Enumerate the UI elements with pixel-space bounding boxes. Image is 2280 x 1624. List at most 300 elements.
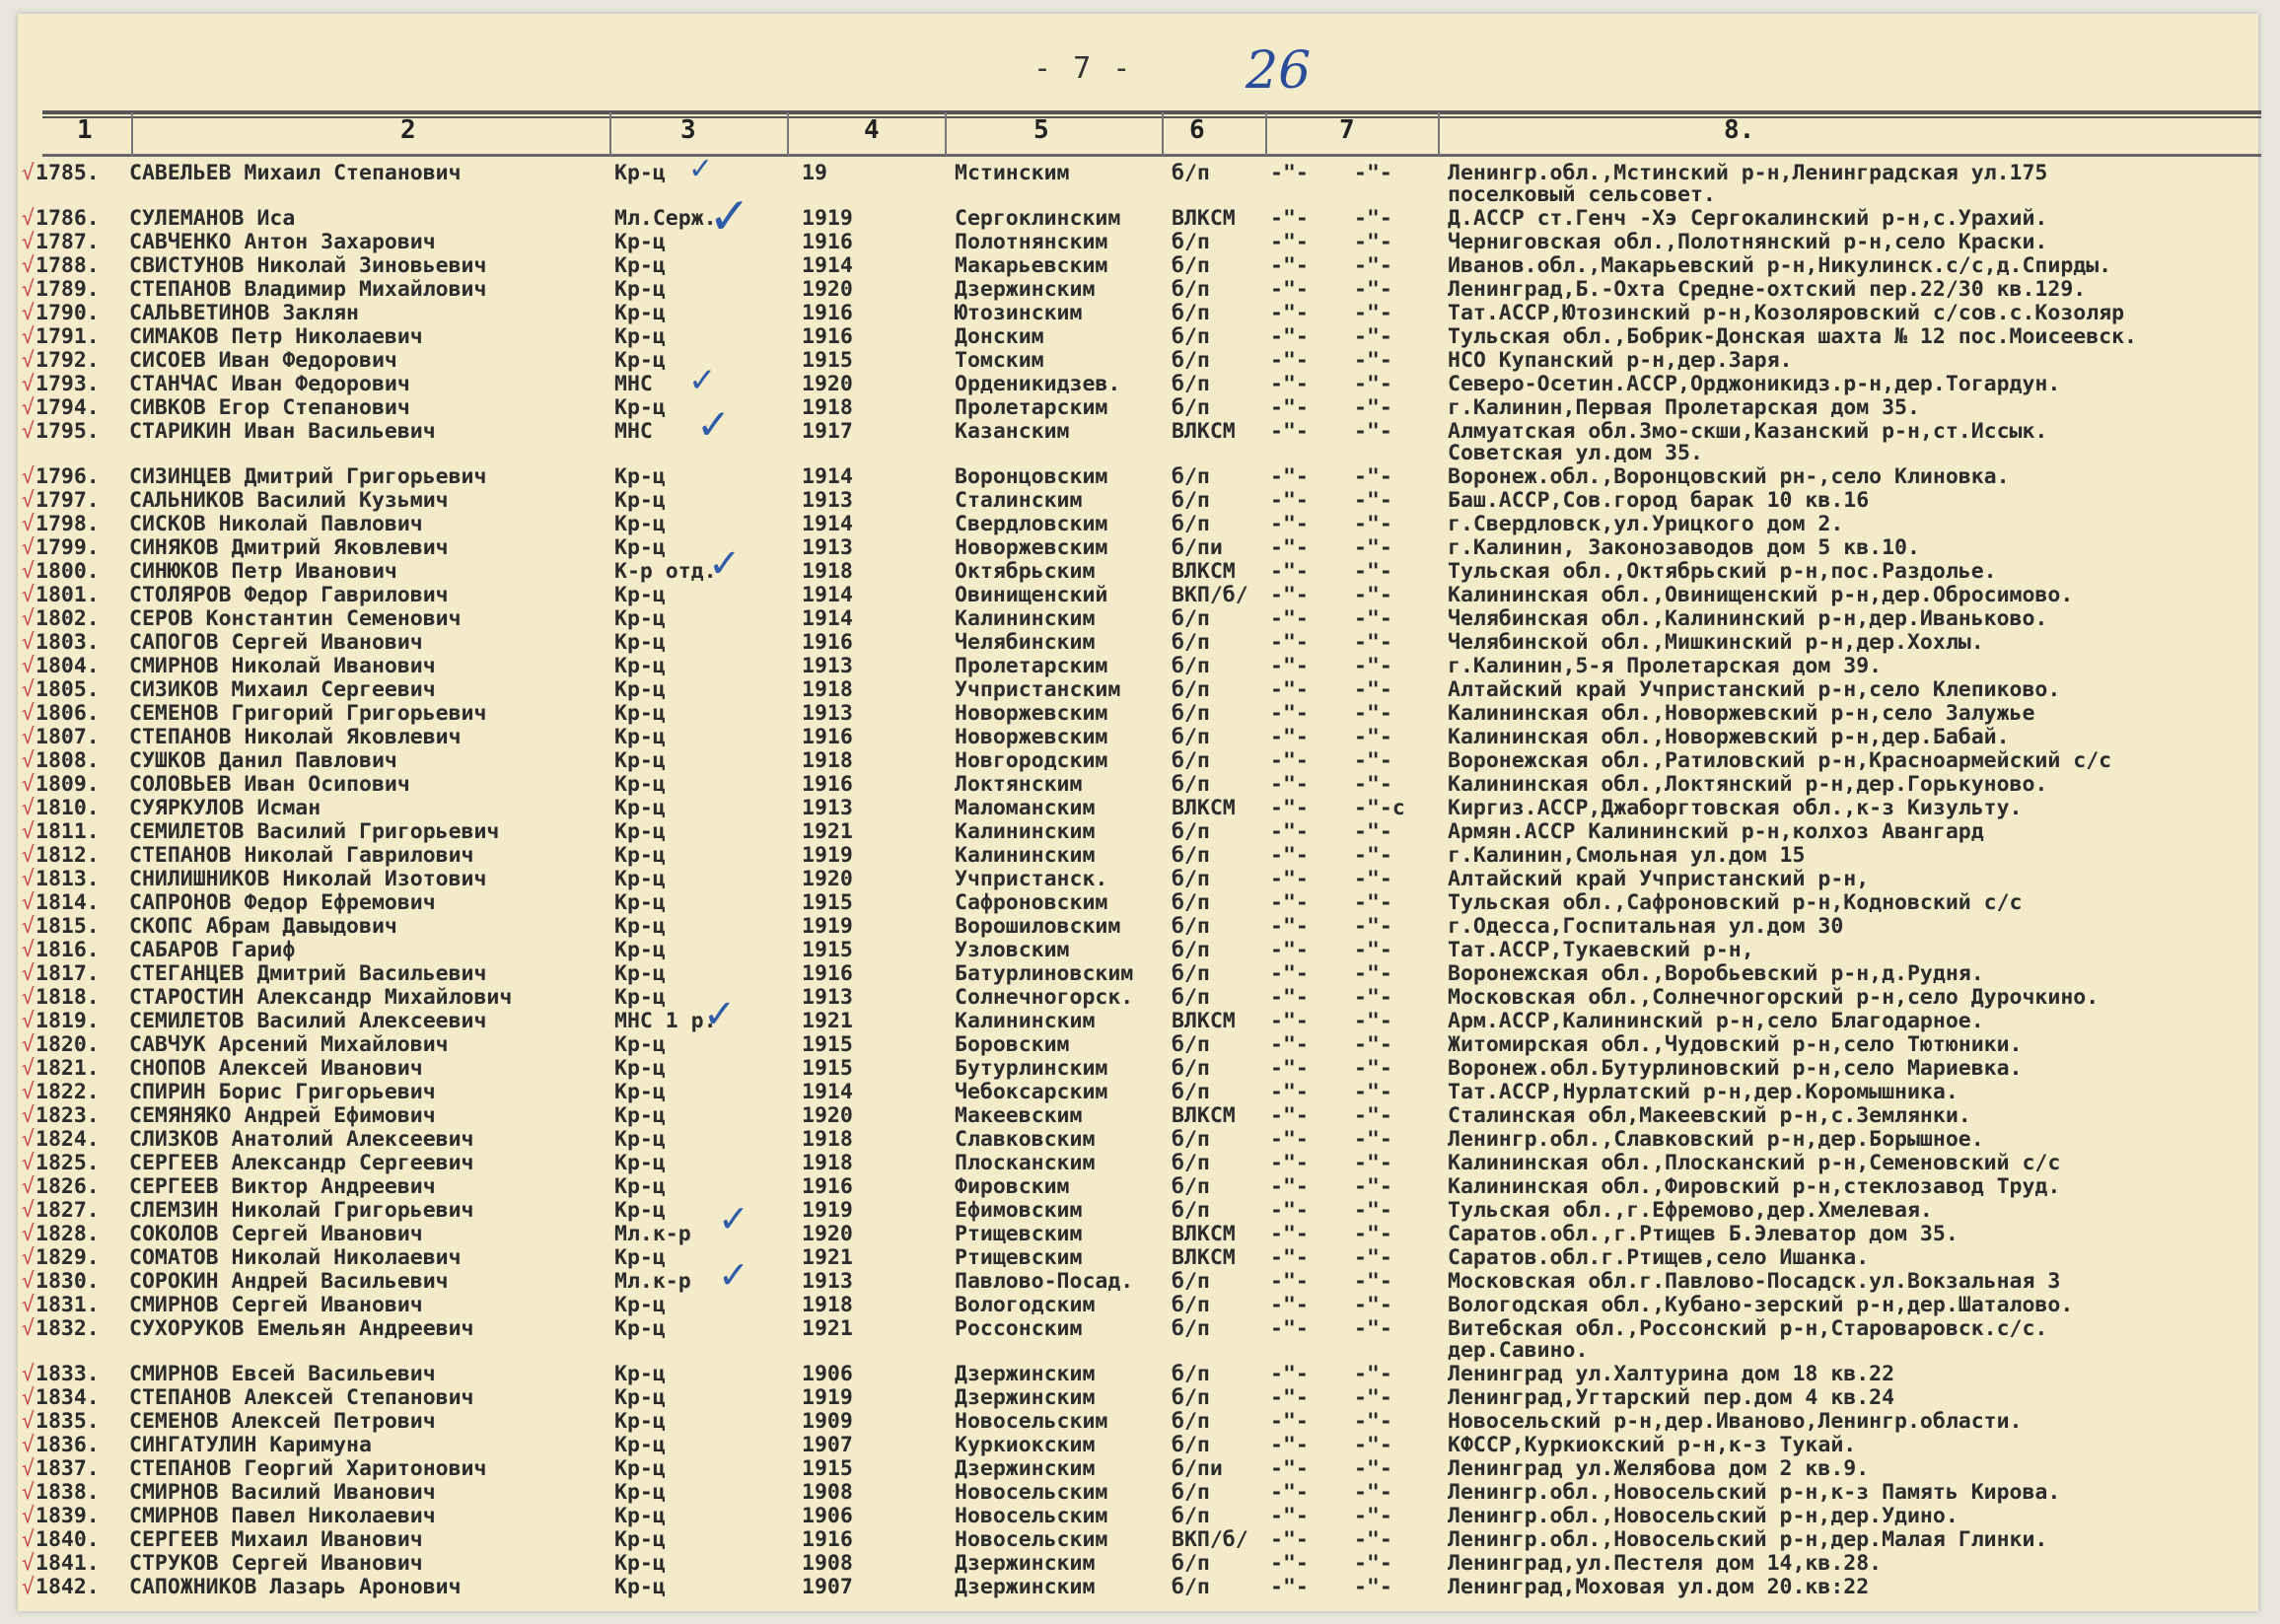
- column-7-ditto: -"-: [1354, 1293, 1392, 1317]
- row-number: 1832.: [36, 1316, 100, 1341]
- rank: Кр-ц: [614, 301, 666, 325]
- table-row: [18, 536, 2256, 560]
- full-name: СТАРИКИН Иван Васильевич: [129, 419, 436, 444]
- party-membership: б/п: [1172, 1269, 1210, 1294]
- column-6-ditto: -"-: [1270, 701, 1309, 726]
- column-divider: [1438, 112, 1440, 156]
- draft-district: Россонским: [955, 1316, 1083, 1341]
- home-address: Житомирская обл.,Чудовский р-н,село Тютюники.: [1448, 1032, 2023, 1057]
- full-name: СЕМЯНЯКО Андрей Ефимович: [129, 1103, 436, 1128]
- column-6-ditto: -"-: [1270, 1385, 1309, 1410]
- table-row: [18, 489, 2256, 513]
- row-number: 1834.: [36, 1385, 100, 1410]
- party-membership: б/п: [1172, 324, 1210, 349]
- table-row: [18, 584, 2256, 607]
- rank: Кр-ц: [614, 867, 666, 891]
- row-number: 1824.: [36, 1127, 100, 1152]
- column-6-ditto: -"-: [1270, 1527, 1309, 1552]
- party-membership: б/п: [1172, 1151, 1210, 1175]
- row-number: 1801.: [36, 583, 100, 607]
- draft-district: Ефимовским: [955, 1198, 1083, 1223]
- draft-district: Новосельским: [955, 1480, 1108, 1505]
- birth-year: 19: [802, 161, 827, 185]
- party-membership: б/п: [1172, 843, 1210, 868]
- full-name: СТЕГАНЦЕВ Дмитрий Васильевич: [129, 961, 487, 986]
- tick-mark-icon: √: [22, 1504, 35, 1528]
- column-6-ditto: -"-: [1270, 1316, 1309, 1341]
- tick-mark-icon: √: [22, 1527, 35, 1552]
- rank: Кр-ц: [614, 654, 666, 678]
- column-7-ditto: -"-: [1354, 1551, 1392, 1576]
- birth-year: 1921: [802, 819, 853, 844]
- draft-district: Ворошиловским: [955, 914, 1121, 939]
- draft-district: Сафроновским: [955, 890, 1108, 915]
- tick-mark-icon: √: [22, 748, 35, 773]
- full-name: СТЕПАНОВ Георгий Харитонович: [129, 1456, 487, 1481]
- home-address: Ленингр.обл.,Новосельский р-н,дер.Малая Глинки.: [1448, 1527, 2048, 1552]
- row-number: 1809.: [36, 772, 100, 797]
- full-name: СТАРОСТИН Александр Михайлович: [129, 985, 513, 1010]
- home-address: Арм.АССР,Калининский р-н,село Благодарное.: [1448, 1009, 1984, 1033]
- tick-mark-icon: √: [22, 985, 35, 1010]
- draft-district: Учпристанским: [955, 677, 1121, 702]
- home-address: Ленингр.обл.,Новосельский р-н,к-з Память Кирова.: [1448, 1480, 2061, 1505]
- home-address: Иванов.обл.,Макарьевский р-н,Никулинск.с/с,д.Спирды.: [1448, 253, 2112, 278]
- column-6-ditto: -"-: [1270, 277, 1309, 302]
- home-address: НСО Купанский р-н,дер.Заря.: [1448, 348, 1793, 373]
- document-sheet: [18, 14, 2258, 1611]
- rank: Кр-ц: [614, 535, 666, 560]
- party-membership: б/п: [1172, 395, 1210, 420]
- tick-mark-icon: √: [22, 843, 35, 868]
- rank: Кр-ц: [614, 1056, 666, 1081]
- tick-mark-icon: √: [22, 701, 35, 726]
- column-7-ditto: -"-: [1354, 464, 1392, 489]
- home-address: г.Калинин,5-я Пролетарская дом 39.: [1448, 654, 1883, 678]
- column-6-ditto: -"-: [1270, 1456, 1309, 1481]
- party-membership: б/п: [1172, 985, 1210, 1010]
- birth-year: 1921: [802, 1009, 853, 1033]
- rank: Кр-ц: [614, 1316, 666, 1341]
- draft-district: Маломанским: [955, 796, 1096, 820]
- column-6-ditto: -"-: [1270, 1504, 1309, 1528]
- column-7-ditto: -"-: [1354, 1409, 1392, 1434]
- party-membership: б/п: [1172, 1293, 1210, 1317]
- column-7-ditto: -"-: [1354, 1362, 1392, 1386]
- birth-year: 1913: [802, 535, 853, 560]
- home-address: г.Одесса,Госпитальная ул.дом 30: [1448, 914, 1844, 939]
- column-7-ditto: -"-: [1354, 1198, 1392, 1223]
- home-address: Алтайский край Учпристанский р-н,село Клепиково.: [1448, 677, 2061, 702]
- home-address: Вологодская обл.,Кубано-зерский р-н,дер.Шаталово.: [1448, 1293, 2074, 1317]
- birth-year: 1915: [802, 348, 853, 373]
- column-6-ditto: -"-: [1270, 985, 1309, 1010]
- row-number: 1826.: [36, 1174, 100, 1199]
- party-membership: б/п: [1172, 938, 1210, 962]
- birth-year: 1916: [802, 1527, 853, 1552]
- tick-mark-icon: √: [22, 1009, 35, 1033]
- party-membership: б/п: [1172, 654, 1210, 678]
- full-name: САПРОНОВ Федор Ефремович: [129, 890, 436, 915]
- home-address: Новосельский р-н,дер.Иваново,Ленингр.области.: [1448, 1409, 2023, 1434]
- draft-district: Дзержинским: [955, 1456, 1096, 1481]
- column-7-ditto: -"-: [1354, 301, 1392, 325]
- row-number: 1799.: [36, 535, 100, 560]
- party-membership: б/п: [1172, 1127, 1210, 1152]
- row-number: 1838.: [36, 1480, 100, 1505]
- tick-mark-icon: √: [22, 1056, 35, 1081]
- home-address: г.Свердловск,ул.Урицкого дом 2.: [1448, 512, 1844, 536]
- table-row: [18, 1434, 2256, 1457]
- home-address: Калининская обл.,Овинищенский р-н,дер.Обросимово.: [1448, 583, 2074, 607]
- birth-year: 1918: [802, 395, 853, 420]
- party-membership: б/п: [1172, 1551, 1210, 1576]
- birth-year: 1916: [802, 725, 853, 749]
- party-membership: б/п: [1172, 464, 1210, 489]
- rank: Кр-ц: [614, 1103, 666, 1128]
- full-name: СЛИЗКОВ Анатолий Алексеевич: [129, 1127, 474, 1152]
- home-address: Ленингр.обл.,Новосельский р-н,дер.Удино.: [1448, 1504, 1959, 1528]
- table-row: [18, 1128, 2256, 1152]
- full-name: СНОПОВ Алексей Иванович: [129, 1056, 423, 1081]
- birth-year: 1920: [802, 277, 853, 302]
- birth-year: 1916: [802, 230, 853, 254]
- column-6-ditto: -"-: [1270, 606, 1309, 631]
- party-membership: б/пи: [1172, 535, 1223, 560]
- table-row: [18, 655, 2256, 678]
- column-7-ditto: -"-: [1354, 772, 1392, 797]
- column-number-6: 6: [1189, 115, 1205, 145]
- row-number: 1787.: [36, 230, 100, 254]
- column-6-ditto: -"-: [1270, 253, 1309, 278]
- table-row: [18, 773, 2256, 797]
- column-6-ditto: -"-: [1270, 559, 1309, 584]
- column-7-ditto: -"-: [1354, 914, 1392, 939]
- home-address: Калининская обл.,Локтянский р-н,дер.Горькуново.: [1448, 772, 2048, 797]
- full-name: СИЗИНЦЕВ Дмитрий Григорьевич: [129, 464, 487, 489]
- column-6-ditto: -"-: [1270, 938, 1309, 962]
- rank: Кр-ц: [614, 914, 666, 939]
- table-row: [18, 1057, 2256, 1081]
- home-address: Воронеж.обл.,Воронцовский рн-,село Клиновка.: [1448, 464, 2010, 489]
- row-number: 1833.: [36, 1362, 100, 1386]
- home-address: Армян.АССР Калининский р-н,колхоз Авангард: [1448, 819, 1984, 844]
- draft-district: Томским: [955, 348, 1044, 373]
- column-6-ditto: -"-: [1270, 1198, 1309, 1223]
- birth-year: 1906: [802, 1504, 853, 1528]
- column-number-7: 7: [1339, 115, 1355, 145]
- full-name: СИНЮКОВ Петр Иванович: [129, 559, 397, 584]
- row-number: 1840.: [36, 1527, 100, 1552]
- table-row: [18, 797, 2256, 820]
- birth-year: 1913: [802, 654, 853, 678]
- birth-year: 1918: [802, 748, 853, 773]
- draft-district: Макеевским: [955, 1103, 1083, 1128]
- draft-district: Новоржевским: [955, 725, 1108, 749]
- column-7-ditto: -"-: [1354, 748, 1392, 773]
- table-row: [18, 749, 2256, 773]
- birth-year: 1919: [802, 206, 853, 231]
- full-name: СЕМИЛЕТОВ Василий Алексеевич: [129, 1009, 487, 1033]
- rank: Кр-ц: [614, 1362, 666, 1386]
- row-number: 1836.: [36, 1433, 100, 1457]
- home-address: г.Калинин,Первая Пролетарская дом 35.: [1448, 395, 1920, 420]
- full-name: СМИРНОВ Василий Иванович: [129, 1480, 436, 1505]
- column-7-ditto: -"-: [1354, 677, 1392, 702]
- tick-mark-icon: √: [22, 559, 35, 584]
- full-name: СОКОЛОВ Сергей Иванович: [129, 1222, 423, 1246]
- header-rule-top: [42, 110, 2261, 114]
- table-row: [18, 1270, 2256, 1294]
- rank: Кр-ц: [614, 464, 666, 489]
- birth-year: 1919: [802, 843, 853, 868]
- home-address: КФССР,Куркиокский р-н,к-з Тукай.: [1448, 1433, 1857, 1457]
- column-6-ditto: -"-: [1270, 512, 1309, 536]
- party-membership: ВЛКСМ: [1172, 559, 1236, 584]
- page-number: - 7 -: [1033, 51, 1133, 86]
- home-address: Московская обл.г.Павлово-Посадск.ул.Вокзальная 3: [1448, 1269, 2061, 1294]
- column-7-ditto: -"-: [1354, 1032, 1392, 1057]
- column-6-ditto: -"-: [1270, 1480, 1309, 1505]
- row-number: 1839.: [36, 1504, 100, 1528]
- tick-mark-icon: √: [22, 796, 35, 820]
- tick-mark-icon: √: [22, 1269, 35, 1294]
- party-membership: б/п: [1172, 1480, 1210, 1505]
- row-number: 1821.: [36, 1056, 100, 1081]
- full-name: СМИРНОВ Сергей Иванович: [129, 1293, 423, 1317]
- home-address: Витебская обл.,Россонский р-н,Староваровск.с/с.: [1448, 1316, 2048, 1341]
- home-address: Сталинская обл,Макеевский р-н,с.Землянки.: [1448, 1103, 1971, 1128]
- column-number-4: 4: [864, 115, 880, 145]
- full-name: САЛЬВЕТИНОВ Заклян: [129, 301, 359, 325]
- full-name: САПОЖНИКОВ Лазарь Аронович: [129, 1575, 462, 1599]
- rank: Кр-ц: [614, 772, 666, 797]
- column-6-ditto: -"-: [1270, 583, 1309, 607]
- home-address: Челябинская обл.,Калининский р-н,дер.Иваньково.: [1448, 606, 2048, 631]
- home-address: Баш.АССР,Сов.город барак 10 кв.16: [1448, 488, 1870, 513]
- birth-year: 1916: [802, 301, 853, 325]
- party-membership: б/п: [1172, 1385, 1210, 1410]
- home-address: Саратов.обл.г.Ртищев,село Ишанка.: [1448, 1245, 1870, 1270]
- home-address: Ленингр.обл.,Славковский р-н,дер.Борышное.: [1448, 1127, 1984, 1152]
- row-number: 1802.: [36, 606, 100, 631]
- row-number: 1798.: [36, 512, 100, 536]
- column-6-ditto: -"-: [1270, 1151, 1309, 1175]
- full-name: СЕМИЛЕТОВ Василий Григорьевич: [129, 819, 500, 844]
- party-membership: б/п: [1172, 701, 1210, 726]
- party-membership: б/п: [1172, 914, 1210, 939]
- column-6-ditto: -"-: [1270, 206, 1309, 231]
- birth-year: 1917: [802, 419, 853, 444]
- row-number: 1842.: [36, 1575, 100, 1599]
- party-membership: б/п: [1172, 253, 1210, 278]
- row-number: 1831.: [36, 1293, 100, 1317]
- table-row: [18, 607, 2256, 631]
- row-number: 1796.: [36, 464, 100, 489]
- full-name: СМИРНОВ Николай Иванович: [129, 654, 436, 678]
- column-6-ditto: -"-: [1270, 748, 1309, 773]
- column-divider: [1162, 112, 1164, 156]
- column-6-ditto: -"-: [1270, 1080, 1309, 1104]
- home-address-continued: дер.Савино.: [1448, 1338, 1589, 1363]
- column-6-ditto: -"-: [1270, 395, 1309, 420]
- rank: Кр-ц: [614, 1409, 666, 1434]
- home-address: Ленинград,Угтарский пер.дом 4 кв.24: [1448, 1385, 1895, 1410]
- table-row: [18, 1104, 2256, 1128]
- home-address-continued: Советская ул.дом 35.: [1448, 441, 1703, 465]
- column-6-ditto: -"-: [1270, 1032, 1309, 1057]
- row-number: 1800.: [36, 559, 100, 584]
- full-name: СИСКОВ Николай Павлович: [129, 512, 423, 536]
- column-6-ditto: -"-: [1270, 961, 1309, 986]
- rank: МНС: [614, 372, 653, 396]
- birth-year: 1916: [802, 1174, 853, 1199]
- draft-district: Боровским: [955, 1032, 1070, 1057]
- full-name: СВИСТУНОВ Николай Зиновьевич: [129, 253, 487, 278]
- full-name: СТРУКОВ Сергей Иванович: [129, 1551, 423, 1576]
- draft-district: Ртищевским: [955, 1245, 1083, 1270]
- party-membership: б/п: [1172, 890, 1210, 915]
- home-address: Ленингр.обл.,Мстинский р-н,Ленинградская ул.175: [1448, 161, 2048, 185]
- row-number: 1837.: [36, 1456, 100, 1481]
- table-row: [18, 254, 2256, 278]
- full-name: СТЕПАНОВ Алексей Степанович: [129, 1385, 474, 1410]
- birth-year: 1915: [802, 890, 853, 915]
- tick-mark-icon: √: [22, 535, 35, 560]
- full-name: СМИРНОВ Евсей Васильевич: [129, 1362, 436, 1386]
- draft-district: Воронцовским: [955, 464, 1108, 489]
- column-7-ditto: -"-: [1354, 583, 1392, 607]
- column-6-ditto: -"-: [1270, 1009, 1309, 1033]
- table-row: [18, 1386, 2256, 1410]
- draft-district: Донским: [955, 324, 1044, 349]
- column-6-ditto: -"-: [1270, 1222, 1309, 1246]
- full-name: САПОГОВ Сергей Иванович: [129, 630, 423, 655]
- table-row: [18, 726, 2256, 749]
- full-name: СЛЕМЗИН Николай Григорьевич: [129, 1198, 474, 1223]
- column-7-ditto: -"-: [1354, 843, 1392, 868]
- table-row: [18, 1199, 2256, 1223]
- full-name: СТОЛЯРОВ Федор Гаврилович: [129, 583, 449, 607]
- birth-year: 1913: [802, 985, 853, 1010]
- full-name: СОРОКИН Андрей Васильевич: [129, 1269, 449, 1294]
- rank: Кр-ц: [614, 843, 666, 868]
- rank: Мл.к-р: [614, 1269, 691, 1294]
- row-number: 1814.: [36, 890, 100, 915]
- draft-district: Мстинским: [955, 161, 1070, 185]
- draft-district: Новгородским: [955, 748, 1108, 773]
- party-membership: б/п: [1172, 961, 1210, 986]
- row-number: 1805.: [36, 677, 100, 702]
- birth-year: 1915: [802, 1056, 853, 1081]
- column-7-ditto: -"-: [1354, 1433, 1392, 1457]
- birth-year: 1914: [802, 253, 853, 278]
- column-6-ditto: -"-: [1270, 464, 1309, 489]
- draft-district: Учпристанск.: [955, 867, 1108, 891]
- home-address: Ленинград,Моховая ул.дом 20.кв:22: [1448, 1575, 1870, 1599]
- rank: Кр-ц: [614, 488, 666, 513]
- party-membership: ВЛКСМ: [1172, 1009, 1236, 1033]
- party-membership: б/п: [1172, 488, 1210, 513]
- tick-mark-icon: √: [22, 1032, 35, 1057]
- birth-year: 1916: [802, 961, 853, 986]
- column-7-ditto: -"-: [1354, 1151, 1392, 1175]
- column-7-ditto: -"-: [1354, 1245, 1392, 1270]
- birth-year: 1921: [802, 1316, 853, 1341]
- draft-district: Казанским: [955, 419, 1070, 444]
- rank: Кр-ц: [614, 961, 666, 986]
- tick-mark-icon: √: [22, 348, 35, 373]
- row-number: 1841.: [36, 1551, 100, 1576]
- rank: Кр-ц: [614, 253, 666, 278]
- full-name: СТЕПАНОВ Николай Яковлевич: [129, 725, 462, 749]
- full-name: САВЧЕНКО Антон Захарович: [129, 230, 436, 254]
- column-7-ditto: -"-: [1354, 1009, 1392, 1033]
- tick-mark-icon: √: [22, 1480, 35, 1505]
- draft-district: Узловским: [955, 938, 1070, 962]
- birth-year: 1915: [802, 938, 853, 962]
- full-name: СЕМЕНОВ Алексей Петрович: [129, 1409, 436, 1434]
- column-6-ditto: -"-: [1270, 324, 1309, 349]
- rank: Кр-ц: [614, 677, 666, 702]
- draft-district: Новосельским: [955, 1527, 1108, 1552]
- table-row: [18, 915, 2256, 939]
- rank: Кр-ц: [614, 1480, 666, 1505]
- tick-mark-icon: √: [22, 819, 35, 844]
- column-6-ditto: -"-: [1270, 725, 1309, 749]
- tick-mark-icon: √: [22, 253, 35, 278]
- draft-district: Славковским: [955, 1127, 1096, 1152]
- check-mark-icon: ✓: [688, 152, 714, 186]
- row-number: 1797.: [36, 488, 100, 513]
- row-number: 1807.: [36, 725, 100, 749]
- party-membership: б/п: [1172, 1198, 1210, 1223]
- tick-mark-icon: √: [22, 1174, 35, 1199]
- column-7-ditto: -"-: [1354, 1080, 1392, 1104]
- rank: Кр-ц: [614, 701, 666, 726]
- column-7-ditto: -"-: [1354, 230, 1392, 254]
- column-divider: [945, 112, 947, 156]
- party-membership: ВЛКСМ: [1172, 206, 1236, 231]
- full-name: СОМАТОВ Николай Николаевич: [129, 1245, 462, 1270]
- rank: Кр-ц: [614, 277, 666, 302]
- table-row: [18, 962, 2256, 986]
- table-row: [18, 1363, 2256, 1386]
- home-address: Киргиз.АССР,Джаборгтовская обл.,к-з Кизульту.: [1448, 796, 2023, 820]
- row-number: 1794.: [36, 395, 100, 420]
- column-7-ditto: -"-: [1354, 985, 1392, 1010]
- row-number: 1806.: [36, 701, 100, 726]
- table-row: [18, 465, 2256, 489]
- birth-year: 1916: [802, 630, 853, 655]
- rank: К-р отд.: [614, 559, 717, 584]
- column-6-ditto: -"-: [1270, 819, 1309, 844]
- column-6-ditto: -"-: [1270, 772, 1309, 797]
- column-divider: [787, 112, 789, 156]
- table-row: [18, 986, 2256, 1010]
- draft-district: Пролетарским: [955, 395, 1108, 420]
- home-address: Московская обл.,Солнечногорский р-н,село Дурочкино.: [1448, 985, 2100, 1010]
- table-row: [18, 702, 2256, 726]
- party-membership: ВЛКСМ: [1172, 1103, 1236, 1128]
- column-7-ditto: -"-: [1354, 559, 1392, 584]
- rank: Кр-ц: [614, 1080, 666, 1104]
- draft-district: Челябинским: [955, 630, 1096, 655]
- draft-district: Новоржевским: [955, 701, 1108, 726]
- draft-district: Павлово-Посад.: [955, 1269, 1134, 1294]
- column-divider: [1265, 112, 1267, 156]
- draft-district: Полотнянским: [955, 230, 1108, 254]
